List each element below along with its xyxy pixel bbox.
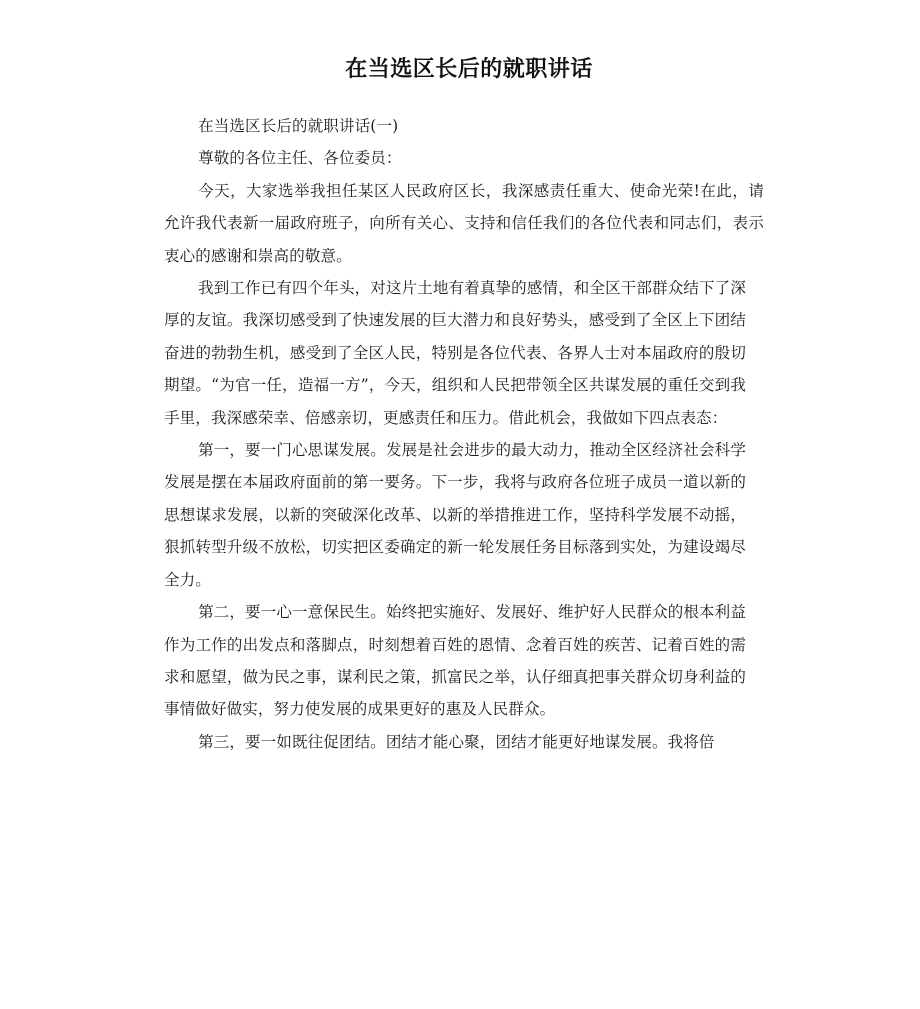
paragraph-salutation: 尊敬的各位主任、各位委员： — [198, 149, 402, 168]
document-title: 在当选区长后的就职讲话 — [345, 57, 593, 82]
paragraph-point-two: 第二，要一心一意保民生。始终把实施好、发展好、维护好人民群众的根本利益作为工作的出发点和落脚点，时刻想着百姓的恩情、念着百姓的疾苦、记着百姓的需求和愿望，做为民之事，谋利民之策，抓富民之举，认仔细真把事关群众切身利益的事情做好做实，努力使发展的成果更好的惠及人民群众。 — [164, 603, 746, 719]
document-body — [164, 110, 764, 758]
paragraph-subtitle: 在当选区长后的就职讲话(一) — [198, 117, 399, 135]
paragraph-point-three: 第三，要一如既往促团结。团结才能心聚，团结才能更好地谋发展。我将倍 — [198, 732, 715, 751]
paragraph-opening: 今天，大家选举我担任某区人民政府区长，我深感责任重大、使命光荣!在此，请允许我代表新一届政府班子，向所有关心、支持和信任我们的各位代表和同志们，表示衷心的感谢和崇高的敬意。 — [164, 181, 764, 265]
paragraph-point-one: 第一，要一门心思谋发展。发展是社会进步的最大动力，推动全区经济社会科学发展是摆在本届政府面前的第一要务。下一步，我将与政府各位班子成员一道以新的思想谋求发展，以新的突破深化改革、以新的举措推进工作，坚持科学发展不动摇，狠抓转型升级不放松，切实把区委确定的新一轮发展任务目标落到实处，为建设竭尽全力。 — [164, 441, 746, 589]
paragraph-background: 我到工作已有四个年头，对这片土地有着真挚的感情，和全区干部群众结下了深厚的友谊。我深切感受到了快速发展的巨大潜力和良好势头，感受到了全区上下团结奋进的勃勃生机，感受到了全区人民，特别是各位代表、各界人士对本届政府的殷切期望。“为官一任，造福一方”，今天，组织和人民把带领全区共谋发展的重任交到我手里，我深感荣幸、倍感亲切，更感责任和压力。借此机会，我做如下四点表态： — [164, 279, 746, 427]
